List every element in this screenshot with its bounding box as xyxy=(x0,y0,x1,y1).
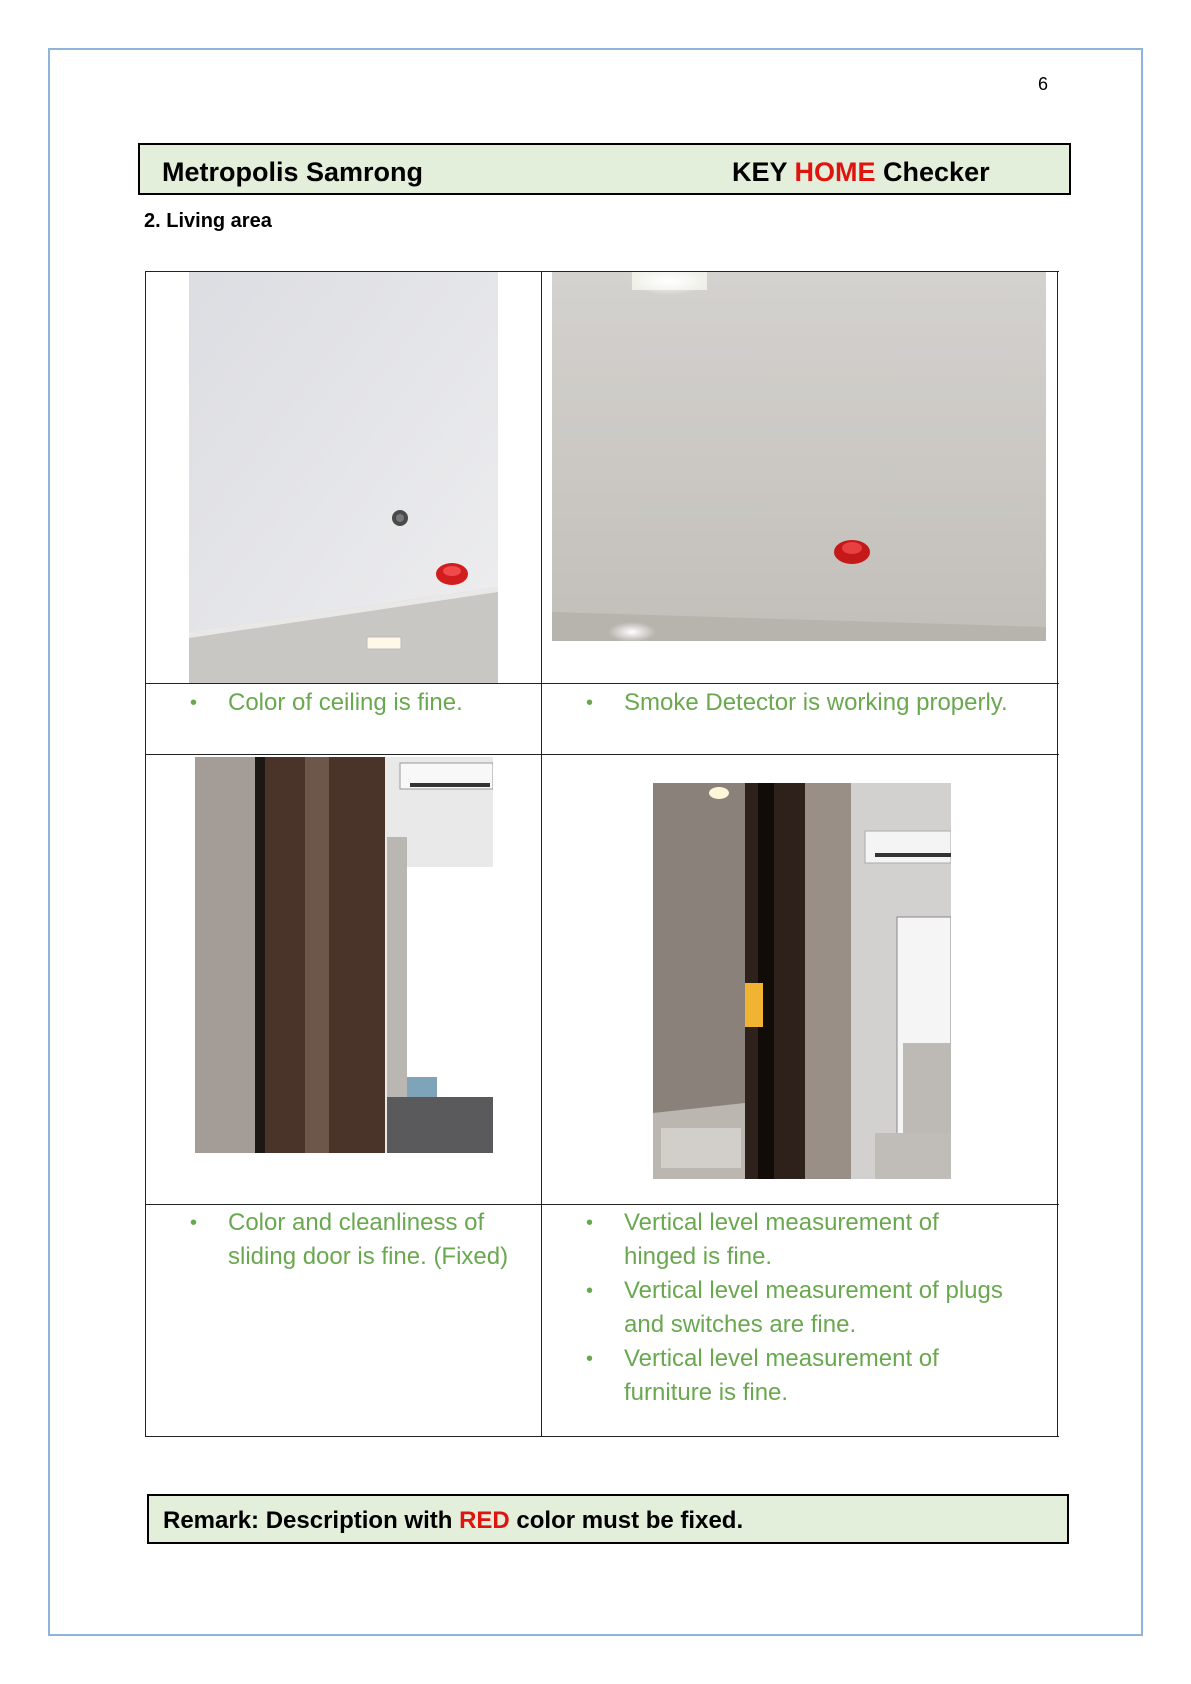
inspection-table xyxy=(145,271,1059,1437)
bullet-icon: • xyxy=(586,1348,594,1370)
sliding-door-photo xyxy=(195,757,493,1153)
section-title xyxy=(144,210,272,233)
smoke-detector-photo xyxy=(552,272,1046,641)
table-border-right xyxy=(1057,271,1058,1437)
project-name: Metropolis Samrong xyxy=(162,157,424,187)
table-rule xyxy=(145,754,1059,755)
vertical-level-caption xyxy=(586,1206,1016,1410)
table-rule xyxy=(145,1204,1059,1205)
bullet-icon: • xyxy=(586,692,594,714)
caption-text: Vertical level measurement of furniture is fine. xyxy=(624,1345,939,1406)
caption-text: Smoke Detector is working properly. xyxy=(624,689,1008,716)
section-label: . Living area xyxy=(155,210,272,232)
list-item xyxy=(190,1206,530,1274)
page-number: 6 xyxy=(1038,74,1049,94)
ceiling-caption xyxy=(190,686,530,720)
remark-text xyxy=(163,1507,743,1535)
caption-text: Color and cleanliness of sliding door is fine. (Fixed) xyxy=(228,1209,509,1270)
ceiling-photo xyxy=(189,272,498,683)
list-item xyxy=(190,686,530,720)
bullet-icon: • xyxy=(190,1212,198,1234)
brand-highlight: HOME xyxy=(794,157,876,187)
remark-box xyxy=(147,1494,1069,1544)
bullet-icon: • xyxy=(586,1280,594,1302)
list-item xyxy=(586,1274,1016,1342)
remark-prefix: Remark: Description with xyxy=(163,1507,460,1534)
caption-text: Vertical level measurement of plugs and switches are fine. xyxy=(624,1277,1003,1338)
caption-text: Vertical level measurement of hinged is fine. xyxy=(624,1209,939,1270)
bullet-icon: • xyxy=(586,1212,594,1234)
list-item xyxy=(586,1206,1016,1274)
brand-prefix: KEY xyxy=(732,157,795,187)
hinged-door-photo xyxy=(653,783,951,1179)
table-rule xyxy=(145,683,1059,684)
remark-suffix: color must be fixed. xyxy=(509,1507,744,1534)
smoke-detector-caption xyxy=(586,686,1056,720)
table-column-rule xyxy=(541,271,542,1437)
remark-highlight: RED xyxy=(459,1507,510,1534)
table-border-left xyxy=(145,271,146,1437)
header-bar xyxy=(138,143,1071,195)
brand-name xyxy=(732,157,990,188)
sliding-door-caption xyxy=(190,1206,530,1274)
list-item xyxy=(586,1342,1016,1410)
section-number: 2 xyxy=(144,210,156,232)
list-item xyxy=(586,686,1056,720)
caption-text: Color of ceiling is fine. xyxy=(228,689,463,716)
table-border-bottom xyxy=(145,1436,1059,1437)
bullet-icon: • xyxy=(190,692,198,714)
brand-suffix: Checker xyxy=(875,157,990,187)
